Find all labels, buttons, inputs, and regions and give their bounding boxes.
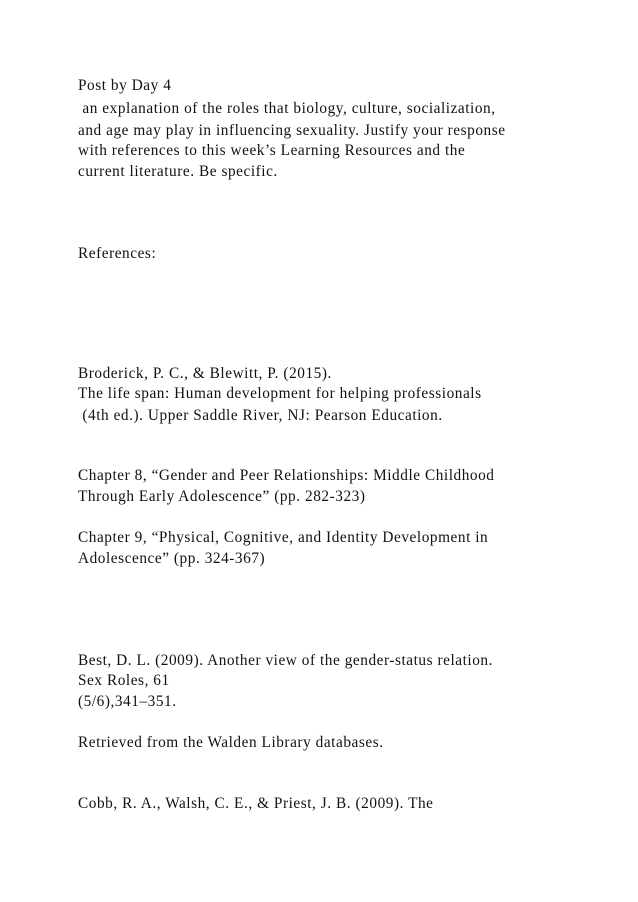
reference-retrieval-note: Retrieved from the Walden Library databases. xyxy=(78,734,384,751)
reference-citation: Cobb, R. A., Walsh, C. E., & Priest, J. B. (2009). The xyxy=(78,795,434,812)
prompt-line: current literature. Be specific. xyxy=(78,163,278,180)
reference-journal: Sex Roles, 61 xyxy=(78,672,170,689)
chapter-8-line: Through Early Adolescence” (pp. 282-323) xyxy=(78,488,366,505)
prompt-line: an explanation of the roles that biology, culture, socialization, xyxy=(78,100,496,117)
references-heading: References: xyxy=(78,245,157,262)
reference-citation: Best, D. L. (2009). Another view of the gender-status relation. xyxy=(78,652,493,669)
reference-title: The life span: Human development for helping professionals xyxy=(78,385,482,402)
chapter-8-line: Chapter 8, “Gender and Peer Relationships: Middle Childhood xyxy=(78,467,495,484)
reference-volume-pages: (5/6),341–351. xyxy=(78,693,177,710)
prompt-line: and age may play in influencing sexuality. Justify your response xyxy=(78,122,506,139)
reference-citation: Broderick, P. C., & Blewitt, P. (2015). xyxy=(78,365,332,382)
chapter-9-line: Adolescence” (pp. 324-367) xyxy=(78,550,266,567)
prompt-heading: Post by Day 4 xyxy=(78,77,172,94)
reference-publisher: (4th ed.). Upper Saddle River, NJ: Pearson Education. xyxy=(78,407,443,424)
chapter-9-line: Chapter 9, “Physical, Cognitive, and Identity Development in xyxy=(78,529,489,546)
prompt-line: with references to this week’s Learning Resources and the xyxy=(78,142,466,159)
